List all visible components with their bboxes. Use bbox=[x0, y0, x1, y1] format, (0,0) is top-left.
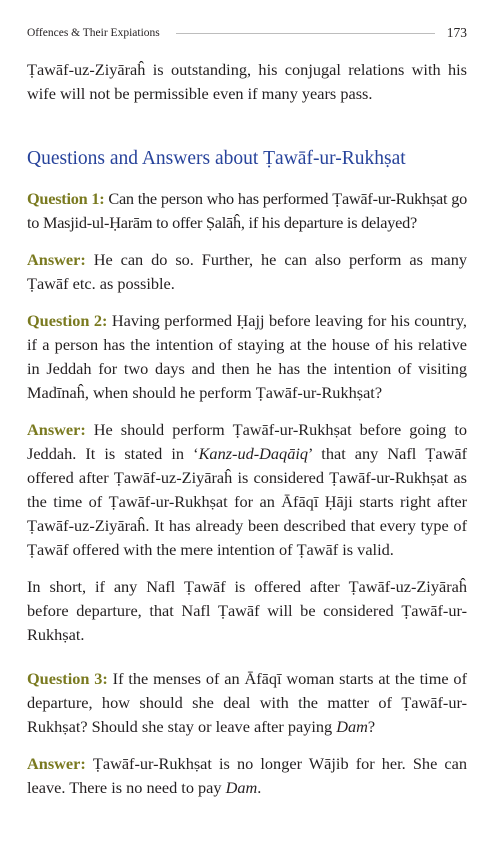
answer-label: Answer: bbox=[27, 754, 86, 773]
question-text: Having performed Ḥajj before leaving for his country, if a person has the intention of staying at the house of his relative in Jeddah for two days and then he has the intention of visiting Madīnaĥ, when should he perform Ṭawāf-ur-Rukhṣat? bbox=[27, 311, 467, 402]
running-title: Offences & Their Expiations bbox=[27, 27, 160, 39]
answer-1 bbox=[27, 248, 467, 296]
question-label: Question 1: bbox=[27, 189, 105, 208]
question-text: If the menses of an Āfāqī woman starts at the time of departure, how should she deal with the matter of Ṭawāf-ur-Rukhṣat? Should she stay or leave after paying bbox=[27, 669, 467, 736]
answer-text-cont: ’ that any Nafl Ṭawāf offered after Ṭawāf-uz-Ziyāraĥ is considered Ṭawāf-ur-Rukhṣat as the time of Ṭawāf-ur-Rukhṣat for an Āfāqī Ḥāji starts right after Ṭawāf-uz-Ziyāraĥ. It has already been described that every type of Ṭawāf offered with the mere intention of Ṭawāf is valid. bbox=[27, 444, 467, 559]
answer-2 bbox=[27, 418, 467, 562]
term-dam: Dam bbox=[336, 717, 368, 736]
answer-text: Ṭawāf-ur-Rukhṣat is no longer Wājib for her. She can leave. There is no need to pay bbox=[27, 754, 467, 797]
question-3 bbox=[27, 667, 467, 739]
answer-text: He can do so. Further, he can also perform as many Ṭawāf etc. as possible. bbox=[27, 250, 467, 293]
question-text-end: ? bbox=[367, 717, 376, 736]
question-2 bbox=[27, 309, 467, 405]
answer-label: Answer: bbox=[27, 420, 86, 439]
question-label: Question 2: bbox=[27, 311, 108, 330]
section-heading: Questions and Answers about Ṭawāf-ur-Rukhṣat bbox=[27, 148, 406, 169]
term-dam: Dam bbox=[225, 778, 258, 797]
answer-3 bbox=[27, 752, 467, 800]
answer-text: He should perform Ṭawāf-ur-Rukhṣat before going to Jeddah. It is stated in ‘ bbox=[27, 420, 467, 463]
book-title: Kanz-ud-Daqāiq bbox=[198, 444, 309, 463]
summary-paragraph: In short, if any Nafl Ṭawāf is offered after Ṭawāf-uz-Ziyāraĥ before departure, that Nafl Ṭawāf will be considered Ṭawāf-ur-Rukhṣat. bbox=[27, 577, 467, 644]
question-label: Question 3: bbox=[27, 669, 108, 688]
page-header bbox=[27, 24, 467, 42]
intro-paragraph: Ṭawāf-uz-Ziyāraĥ is outstanding, his conjugal relations with his wife will not be permissible even if many years pass. bbox=[27, 60, 467, 103]
page-body bbox=[27, 58, 467, 800]
answer-label: Answer: bbox=[27, 250, 86, 269]
question-1 bbox=[27, 187, 467, 235]
header-rule bbox=[176, 33, 435, 34]
answer-text-end: . bbox=[257, 778, 262, 797]
page-number: 173 bbox=[446, 25, 467, 40]
question-text: Can the person who has performed Ṭawāf-ur-Rukhṣat go to Masjid-ul-Ḥarām to offer Ṣalāĥ, if his departure is delayed? bbox=[27, 189, 467, 232]
